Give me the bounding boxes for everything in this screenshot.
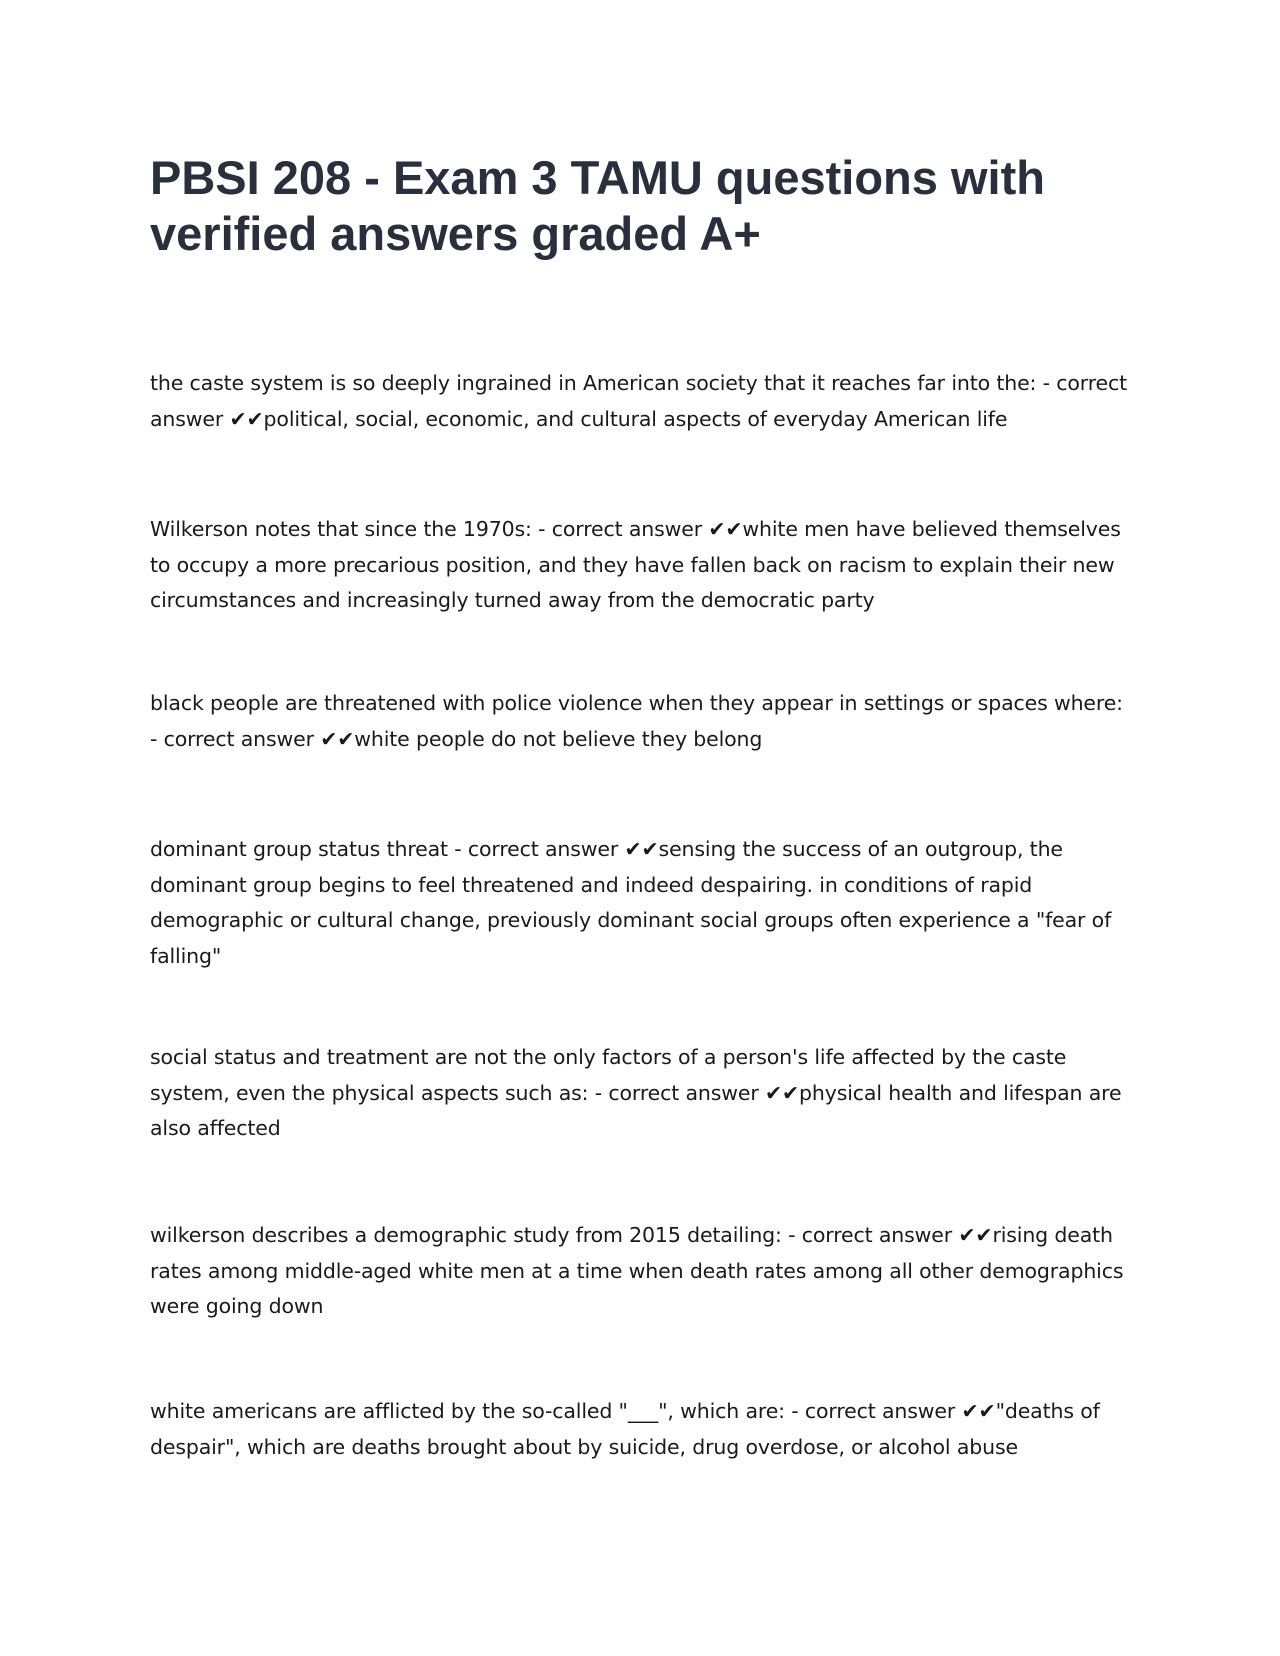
qa-item: social status and treatment are not the only factors of a person's life affected by the caste system, even the physical aspects such as: - correct answer ✔✔physical health and lifespan are also affected [150,1045,1122,1140]
qa-item: dominant group status threat - correct answer ✔✔sensing the success of an outgroup, the dominant group begins to feel threatened and indeed despairing. in conditions of rapid demographic or cultural change, previously dominant social groups often experience a "fear of falling" [150,837,1112,968]
document-title: PBSI 208 - Exam 3 TAMU questions with verified answers graded A+ [150,151,1045,260]
qa-item: white americans are afflicted by the so-called "___", which are: - correct answer ✔✔"deaths of despair", which are deaths brought about by suicide, drug overdose, or alcohol abuse [150,1399,1100,1459]
qa-item: wilkerson describes a demographic study from 2015 detailing: - correct answer ✔✔rising death rates among middle-aged white men at a time when death rates among all other demographics were going down [150,1223,1124,1318]
qa-item: black people are threatened with police violence when they appear in settings or spaces where: - correct answer ✔✔white people do not believe they belong [150,691,1123,751]
qa-item: the caste system is so deeply ingrained in American society that it reaches far into the: - correct answer ✔✔political, social, economic, and cultural aspects of everyday American life [150,371,1128,431]
qa-item: Wilkerson notes that since the 1970s: - correct answer ✔✔white men have believed themselves to occupy a more precarious position, and they have fallen back on racism to explain their new circumstances and increasingly turned away from the democratic party [150,517,1121,612]
